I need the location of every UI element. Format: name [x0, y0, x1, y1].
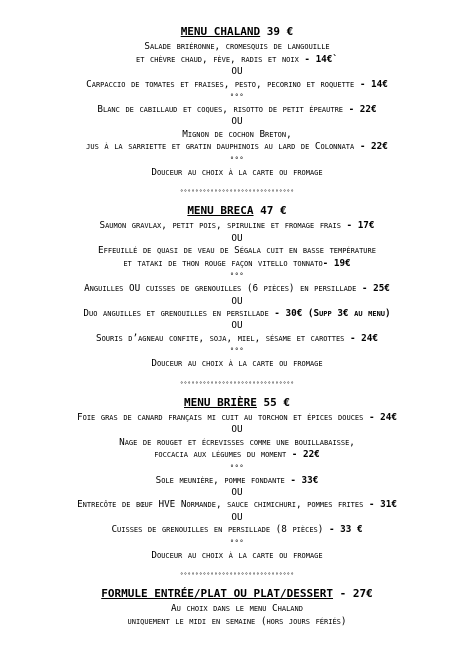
dish-price: - 24€	[344, 332, 378, 344]
section-title-name: FORMULE ENTRÉE/PLAT OU PLAT/DESSERT	[101, 587, 334, 600]
dish	[10, 79, 464, 91]
dish	[10, 524, 464, 536]
dish-price: - 33 €	[323, 524, 363, 536]
or-separator: OU	[231, 116, 243, 128]
dish-price: - 24€	[363, 411, 397, 423]
section-title-price: - 27€	[333, 587, 373, 600]
dish-text: Effeuillé de quasi de veau de Ségala cuit en basse température	[98, 245, 376, 257]
section-title	[10, 205, 464, 217]
dish	[10, 167, 464, 179]
dish-text: Anguilles OU cuisses de grenouilles (6 pièces) en persillade	[84, 283, 357, 295]
dish	[10, 104, 464, 116]
menu-section	[10, 205, 464, 370]
dish-line	[10, 475, 464, 487]
section-title	[10, 397, 464, 409]
dish-line	[10, 258, 464, 270]
dish-text: Salade briéronne, cromesquis de langouille	[144, 41, 330, 53]
section-title-price: 47 €	[253, 204, 287, 218]
section-title-price: 55 €	[256, 395, 290, 409]
section-title-name: MENU BRIÈRE	[184, 395, 257, 409]
or-separator: OU	[231, 511, 243, 523]
dish-line	[10, 616, 464, 628]
dish-line	[10, 104, 464, 116]
dish-price: - 22€	[286, 449, 320, 461]
dish-line	[10, 449, 464, 461]
dish	[10, 333, 464, 345]
dish-line	[10, 129, 464, 141]
dish-line	[10, 437, 464, 449]
dish-text: foccacia aux légumes du moment	[154, 449, 287, 461]
dish-line	[10, 603, 464, 615]
or-separator: OU	[231, 486, 243, 498]
dish-text: Sole meunière, pomme fondante	[155, 474, 285, 486]
dish-text: Douceur au choix à la carte ou fromage	[151, 166, 323, 178]
menu-section	[10, 588, 464, 628]
dish	[10, 412, 464, 424]
or-separator: OU	[231, 232, 243, 244]
dish-line	[10, 79, 464, 91]
course-separator: °°°	[229, 463, 245, 472]
dish	[10, 129, 464, 154]
or-separator: OU	[231, 320, 243, 332]
dish-price: - 22€	[343, 104, 377, 116]
course-separator: °°°	[229, 272, 245, 281]
dish-text: Douceur au choix à la carte ou fromage	[151, 549, 323, 561]
section-title-name: MENU BRECA	[187, 204, 254, 218]
dish-line	[10, 358, 464, 370]
or-separator: OU	[231, 295, 243, 307]
dish-text: Duo anguilles et grenouilles en persillade	[83, 307, 269, 319]
section-divider: °°°°°°°°°°°°°°°°°°°°°°°°°°°°°°	[179, 572, 295, 579]
dish-text: Saumon gravlax, petit pois, spiruline et fromage frais	[99, 220, 341, 232]
dish-price: - 33€	[284, 474, 319, 486]
dish-line	[10, 308, 464, 320]
dish-line	[10, 141, 464, 153]
dish-line	[10, 524, 464, 536]
dish-price: - 14€`	[298, 53, 338, 65]
dish-text: et tataki de thon rouge façon vitello tonnato	[123, 257, 323, 269]
dish-text: Foie gras de canard français mi cuit au torchon et épices douces	[77, 411, 364, 423]
dish-line	[10, 54, 464, 66]
dish-text: Cuisses de grenouilles en persillade (8 pièces)	[111, 524, 324, 536]
section-title	[10, 26, 464, 38]
dish	[10, 41, 464, 66]
dish-line	[10, 333, 464, 345]
section-divider: °°°°°°°°°°°°°°°°°°°°°°°°°°°°°°	[179, 189, 295, 197]
dish-text: Douceur au choix à la carte ou fromage	[151, 358, 323, 370]
dish	[10, 550, 464, 562]
dish-text: uniquement le midi en semaine (hors jours fériés)	[127, 615, 347, 627]
dish	[10, 308, 464, 320]
section-title	[10, 588, 464, 600]
dish	[10, 437, 464, 462]
section-title-name: MENU CHALAND	[180, 25, 261, 38]
dish-line	[10, 550, 464, 562]
or-separator: OU	[231, 66, 243, 78]
course-separator: °°°	[229, 155, 245, 164]
dish-price: - 25€	[356, 283, 390, 295]
menu-section	[10, 26, 464, 179]
dish-price: - 22€	[354, 141, 388, 153]
dish-price: - 17€	[340, 220, 375, 232]
dish-text: Au choix dans le menu Chaland	[171, 603, 303, 615]
course-separator: °°°	[229, 538, 245, 547]
section-title-price: 39 €	[260, 25, 294, 38]
dish	[10, 499, 464, 511]
dish-line	[10, 412, 464, 424]
dish-text: Carpaccio de tomates et fraises, pesto, pecorino et roquette	[86, 78, 355, 90]
dish-text: Entrecôte de bœuf HVE Normande, sauce chimichuri, pommes frites	[77, 499, 364, 511]
dish-price: - 31€	[363, 499, 397, 511]
dish-price: - 30€ (Supp 3€ au menu)	[268, 307, 391, 319]
dish-line	[10, 499, 464, 511]
dish	[10, 220, 464, 232]
dish-text: et chèvre chaud, fève, radis et noix	[136, 53, 299, 65]
dish-price: - 19€	[322, 257, 351, 269]
dish-line	[10, 41, 464, 53]
dish-text: jus à la sarriette et gratin dauphinois au lard de Colonnata	[86, 141, 355, 153]
dish-line	[10, 167, 464, 179]
dish	[10, 603, 464, 628]
dish-price: - 14€	[354, 78, 388, 90]
dish	[10, 245, 464, 270]
dish	[10, 358, 464, 370]
course-separator: °°°	[229, 93, 245, 102]
dish-text: Blanc de cabillaud et coques, risotto de petit épeautre	[97, 104, 344, 116]
section-divider: °°°°°°°°°°°°°°°°°°°°°°°°°°°°°°	[179, 380, 295, 388]
dish-line	[10, 245, 464, 257]
dish-text: Mignon de cochon Breton,	[182, 128, 292, 140]
dish-text: Souris d’agneau confite, soja, miel, sésame et carottes	[96, 332, 345, 344]
dish-text: Nage de rouget et écrevisses comme une bouillabaisse,	[119, 436, 355, 448]
dish-line	[10, 283, 464, 295]
or-separator: OU	[231, 424, 243, 436]
dish	[10, 475, 464, 487]
dish-line	[10, 220, 464, 232]
course-separator: °°°	[229, 347, 245, 356]
menu-section	[10, 397, 464, 562]
dish	[10, 283, 464, 295]
